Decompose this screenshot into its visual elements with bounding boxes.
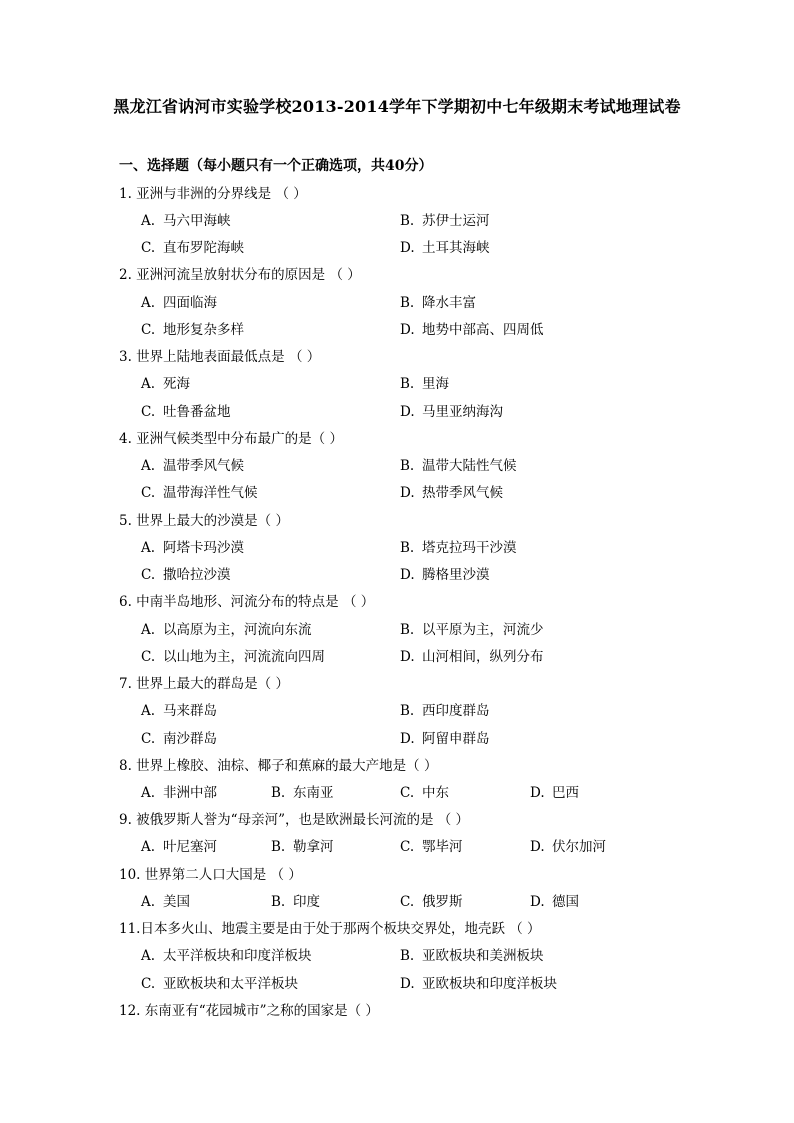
option: B. 温带大陆性气候: [400, 458, 517, 474]
option: C. 地形复杂多样: [141, 322, 244, 338]
question-stem: 8. 世界上橡胶、油棕、椰子和蕉麻的最大产地是（ ）: [119, 758, 438, 774]
option: C. 鄂毕河: [400, 839, 463, 855]
question-stem: 11.日本多火山、地震主要是由于处于那两个板块交界处，地壳跃 （ ）: [119, 921, 541, 937]
option: D. 山河相间，纵列分布: [400, 649, 544, 665]
option: B. 苏伊士运河: [400, 213, 490, 229]
option: D. 伏尔加河: [530, 839, 606, 855]
option: A. 死海: [141, 376, 190, 392]
option: A. 马六甲海峡: [141, 213, 231, 229]
option: A. 美国: [141, 894, 190, 910]
option: A. 马来群岛: [141, 703, 217, 719]
option: C. 直布罗陀海峡: [141, 240, 244, 256]
question-stem: 6. 中南半岛地形、河流分布的特点是 （ ）: [119, 594, 375, 610]
option: B. 降水丰富: [400, 295, 476, 311]
option: D. 土耳其海峡: [400, 240, 490, 256]
option: C. 撒哈拉沙漠: [141, 567, 231, 583]
option: B. 勒拿河: [271, 839, 334, 855]
question-stem: 5. 世界上最大的沙漠是（ ）: [119, 513, 289, 529]
question-stem: 12. 东南亚有“花园城市”之称的国家是（ ）: [119, 1003, 379, 1019]
option: D. 地势中部高、四周低: [400, 322, 544, 338]
option: A. 太平洋板块和印度洋板块: [141, 948, 312, 964]
option: C. 俄罗斯: [400, 894, 463, 910]
option: B. 西印度群岛: [400, 703, 490, 719]
question-stem: 3. 世界上陆地表面最低点是 （ ）: [119, 349, 321, 365]
option: C. 南沙群岛: [141, 731, 217, 747]
option: D. 热带季风气候: [400, 485, 503, 501]
option: D. 德国: [530, 894, 579, 910]
option: B. 以平原为主，河流少: [400, 622, 544, 638]
option: D. 巴西: [530, 785, 579, 801]
option: C. 亚欧板块和太平洋板块: [141, 976, 298, 992]
page-title: 黑龙江省讷河市实验学校2013-2014学年下学期初中七年级期末考试地理试卷: [113, 97, 681, 116]
option: D. 阿留申群岛: [400, 731, 490, 747]
question-stem: 10. 世界第二人口大国是 （ ）: [119, 867, 302, 883]
section-heading: 一、选择题（每小题只有一个正确选项，共40分）: [119, 158, 433, 174]
question-stem: 7. 世界上最大的群岛是（ ）: [119, 676, 289, 692]
question-stem: 9. 被俄罗斯人誉为“母亲河”，也是欧洲最长河流的是 （ ）: [119, 812, 470, 828]
question-stem: 1. 亚洲与非洲的分界线是 （ ）: [119, 186, 307, 202]
option: C. 以山地为主，河流流向四周: [141, 649, 325, 665]
question-stem: 2. 亚洲河流呈放射状分布的原因是 （ ）: [119, 267, 361, 283]
option: D. 腾格里沙漠: [400, 567, 490, 583]
option: D. 马里亚纳海沟: [400, 404, 503, 420]
option: A. 叶尼塞河: [141, 839, 217, 855]
option: C. 中东: [400, 785, 449, 801]
option: A. 阿塔卡玛沙漠: [141, 540, 244, 556]
option: D. 亚欧板块和印度洋板块: [400, 976, 557, 992]
option: B. 里海: [400, 376, 449, 392]
option: A. 四面临海: [141, 295, 217, 311]
option: C. 温带海洋性气候: [141, 485, 258, 501]
option: A. 温带季风气候: [141, 458, 244, 474]
option: B. 亚欧板块和美洲板块: [400, 948, 544, 964]
option: B. 塔克拉玛干沙漠: [400, 540, 517, 556]
option: A. 以高原为主，河流向东流: [141, 622, 312, 638]
option: A. 非洲中部: [141, 785, 217, 801]
question-stem: 4. 亚洲气候类型中分布最广的是（ ）: [119, 431, 343, 447]
option: C. 吐鲁番盆地: [141, 404, 231, 420]
option: B. 印度: [271, 894, 320, 910]
option: B. 东南亚: [271, 785, 334, 801]
